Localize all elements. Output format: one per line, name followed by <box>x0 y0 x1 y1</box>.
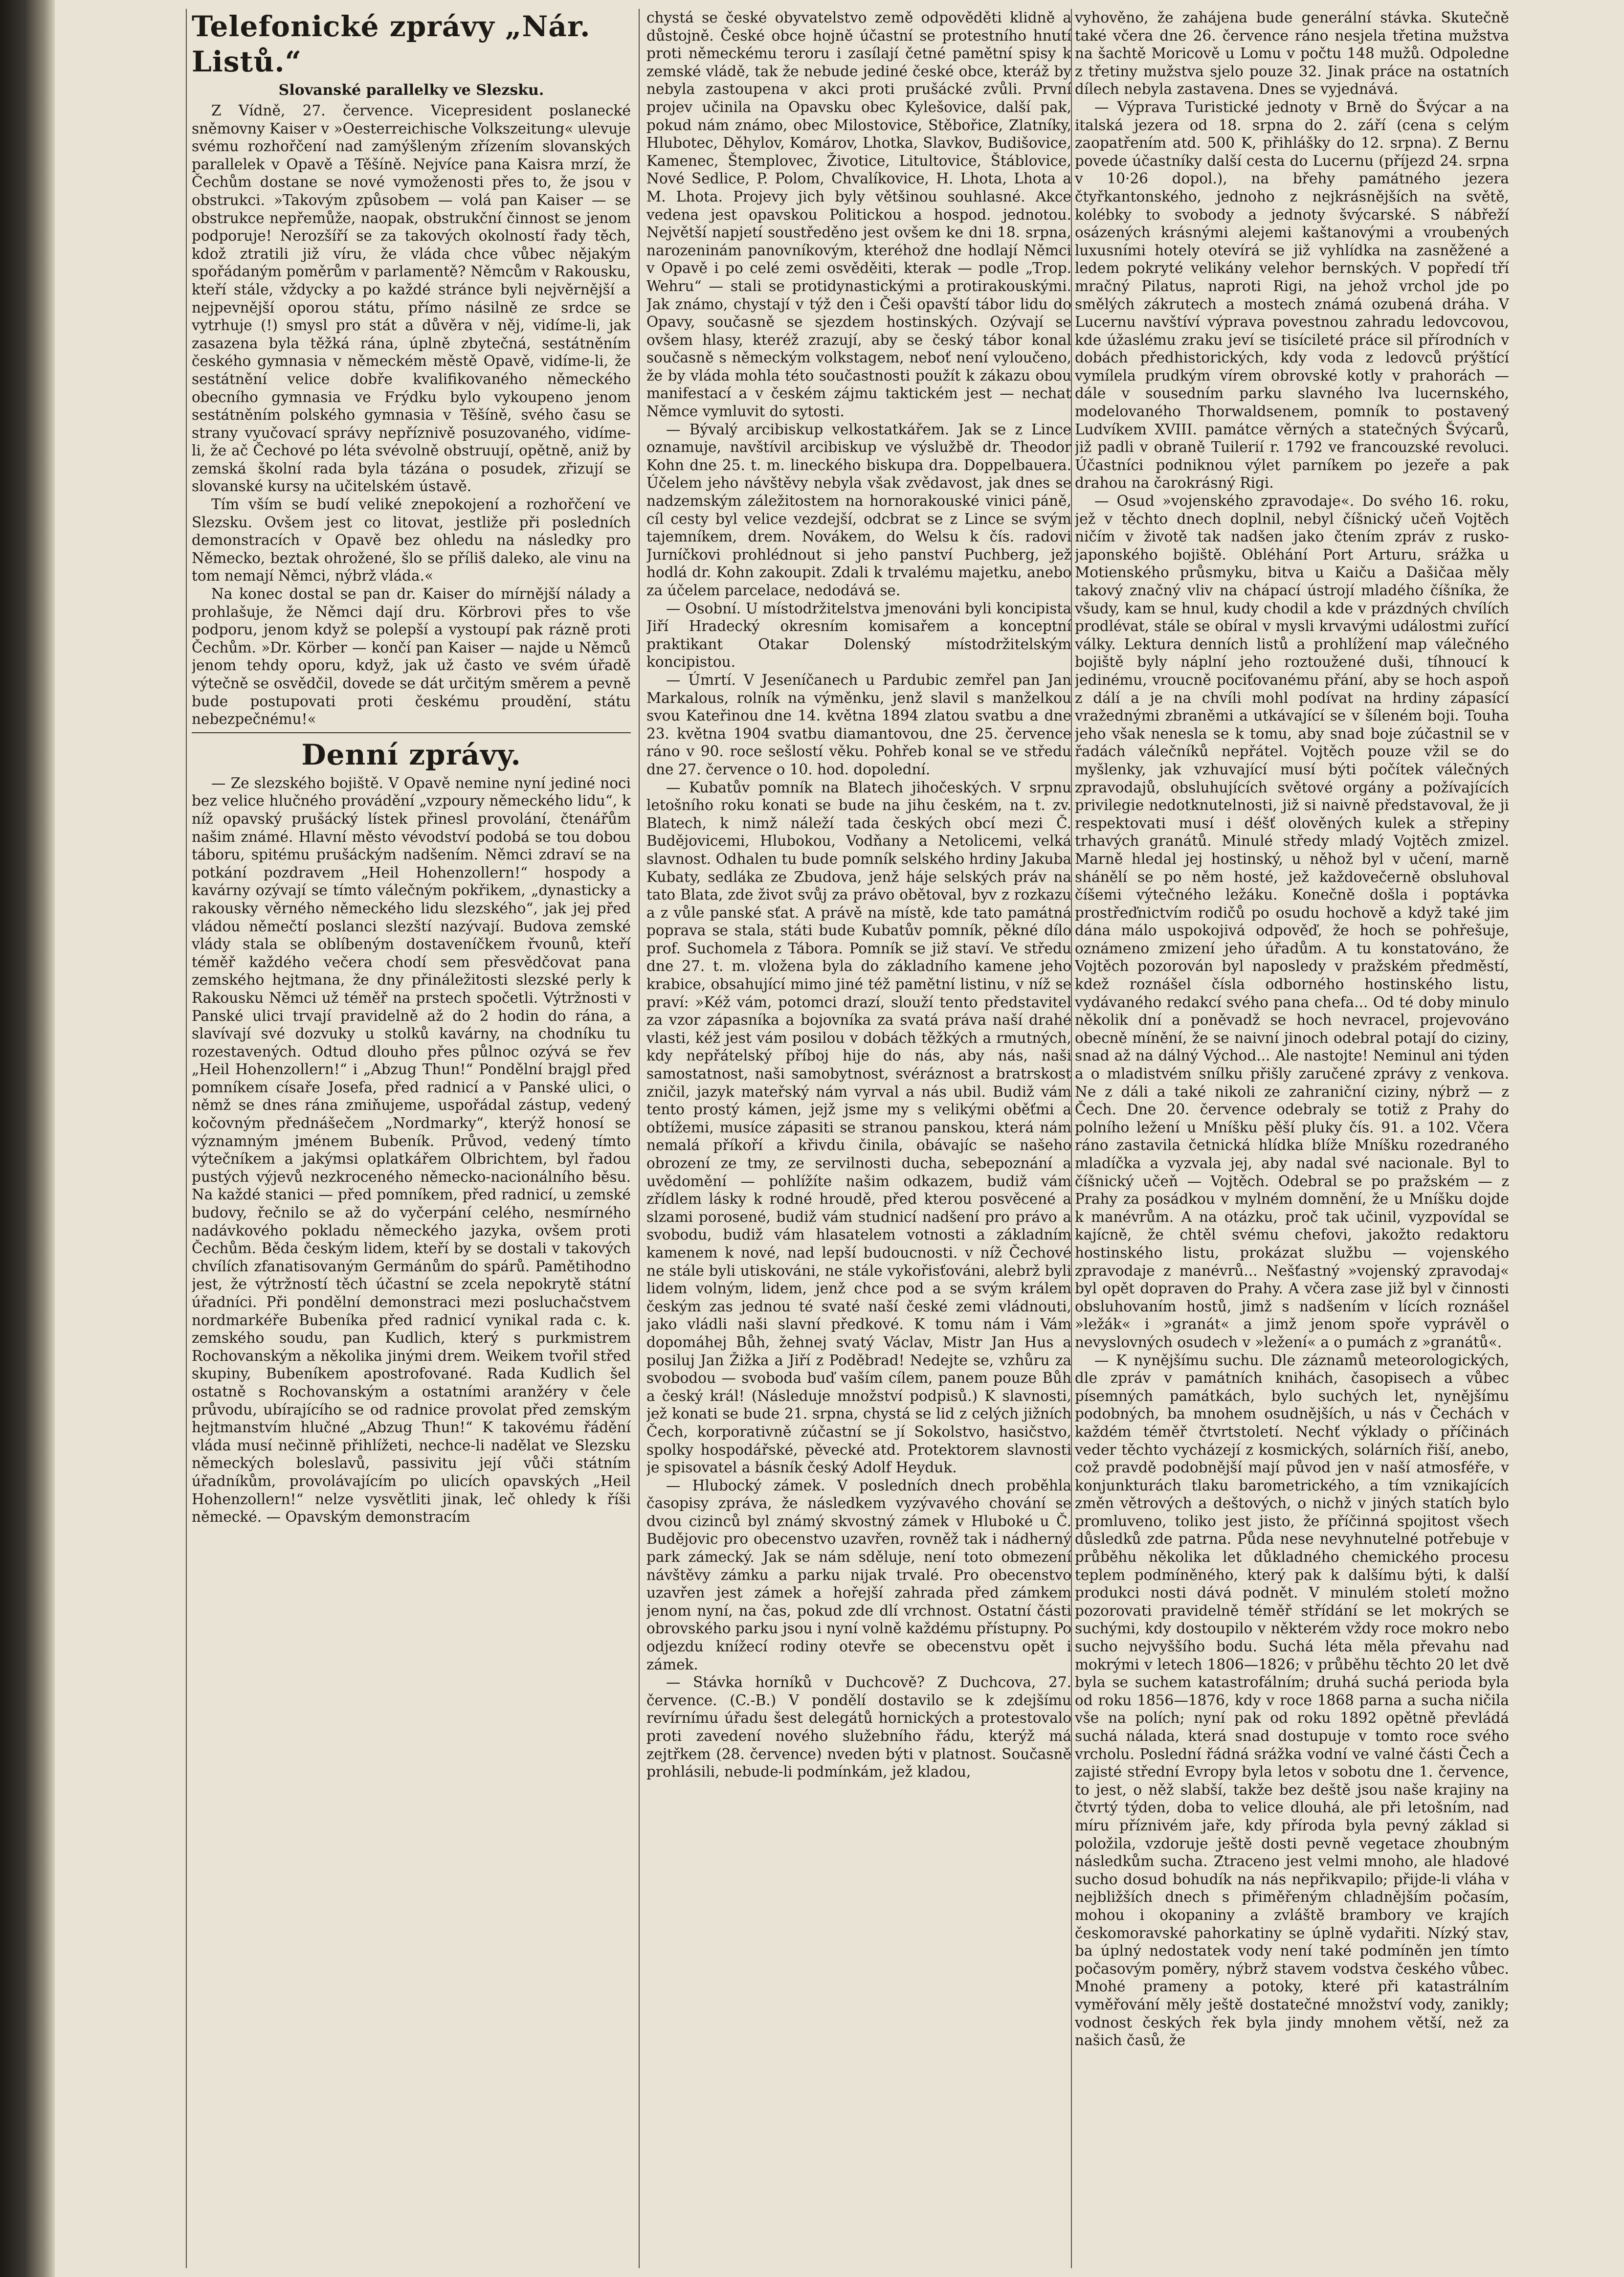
news-item-archbishop: — Bývalý arcibiskup velkostatkářem. Jak se z Lince oznamuje, navštívil arcibiskup ve výslužbě dr. Theodor Kohn dne 25. t. m. lineckého biskupa dra. Doppelbauera. Účelem jeho návštěvy nebyla však zvědavost, jak dnes se nadzemským záležitostem na hornorakouské vinici páně, cíl cesty byl velice vezdejší, odcbrat se z Lince se svým tajemníkem, drem. Novákem, do Welsu k čís. radovi Jurníčkovi prohlédnout si jeho panství Puchberg, jež hodlá dr. Kohn zakoupit. Zdali k trvalému majetku, anebo za účelem parcelace, nedodává se. <box>646 421 1071 599</box>
article-paragraph: vyhověno, že zahájena bude generální stávka. Skutečně také včera dne 26. července ráno nesjela třetina mužstva na šachtě Moricově u Lomu v počtu 148 mužů. Odpoledne z třetiny mužstva sjelo pouze 32. Jinak práce na ostatních dílech nebyla zastavena. Dnes se vyjednává. <box>1075 9 1509 98</box>
column-3 <box>1075 9 1509 2268</box>
news-item-hluboka-castle: — Hlubocký zámek. V posledních dnech proběhla časopisy zpráva, že následkem vyzývavého chování se dvou cizinců byl známý skvostný zámek v Hluboké u Č. Budějovic pro obecenstvo uzavřen, rovněž tak i nádherný park zámecký. Jak se nám sděluje, není toto obmezení návštěvy zámku a parku nijak trvalé. Pro obecenstvo uzavřen jest zámek a hořejší zahrada před zámkem jenom nyní, na čas, pokud zde dlí vrchnost. Ostatní části obrovského parku jsou i nyní volně každému přístupny. Po odjezdu knížecí rodiny otevře se obecenstvu opět i zámek. <box>646 1477 1071 1673</box>
page-binding-edge <box>0 0 55 2277</box>
column-2 <box>646 9 1071 2268</box>
news-item-excursion: — Výprava Turistické jednoty v Brně do Švýcar a na italská jezera od 18. srpna do 2. září (cena s celým zaopatřením atd. 500 K, přihlášky do 12. srpna). Z Bernu povede účastníky další cesta do Lucernu (příjezd 24. srpna v 10·26 dopol.), na břehy památného jezera čtyřkantonského, jednoho z nejkrásnějších na světě, kolébky to svobody a jednoty švýcarské. S nábřeží osázených krásnými alejemi kaštanovými a vroubených luxusními hotely otevírá se již vyhlídka na zasněžené a ledem pokryté velikány velehor bernských. V popředí tří mračný Pilatus, naproti Rigi, na jehož vrchol jde po smělých zákrutech a mostech známá ozubená dráha. V Lucernu navštíví výprava povestnou zahradu ledovcovou, kde úžaslému zraku jeví se tisícileté práce sil přírodních v dobách předhistorických, kdy voda z ledovců prýštící vymílela prudkým vírem obrovské kotly v prahorách — dále v sousedním parku slavného lva lucernského, modelovaného Thorwaldsenem, pomník to postavený Ludvíkem XVIII. památce věrných a statečných Švýcarů, již padli v obraně Tuilerií r. 1792 ve francouzské revoluci. Účastníci podniknou výlet parníkem po jezeře a pak drahou na čarokrásný Rigi. <box>1075 98 1509 492</box>
article-paragraph: Tím vším se budí veliké znepokojení a rozhořčení ve Slezsku. Ovšem jest co litovat, jestliže při posledních demonstracích v Opavě bez ohledu na následky pro Německo, beztak ohrožené, šlo se příliš daleko, ale vinu na tom nemají Němci, nýbrž vláda.« <box>192 496 631 585</box>
article-paragraph: Na konec dostal se pan dr. Kaiser do mírnější nálady a prohlašuje, že Němci dají dru. Körbrovi přes to vše podporu, jenom když se polepší a vystoupí pak rázně proti Čechům. »Dr. Körber — končí pan Kaiser — najde u Němců jenom tehdy oporu, když, jak už často ve svém úřadě výtečně se osvědčil, dovede se dát určitým směrem a pevně bude postupovati proti českému proudění, státu nebezpečnému!« <box>192 586 631 728</box>
column-rule <box>186 9 187 2268</box>
news-item-kubata-monument: — Kubatův pomník na Blatech jihočeských. V srpnu letošního roku konati se bude na jihu českém, na t. zv. Blatech, k nimž náleží tada českých obcí mezi Č. Budějovicemi, Hlubokou, Vodňany a Netolicemi, velká slavnost. Odhalen tu bude pomník selského hrdiny Jakuba Kubaty, sedláka ze Zbudova, jenž háje selských práv na tato Blata, zde život svůj za právo obětoval, byv z rozkazu a z vůle panské sťat. A právě na místě, kde tato památná poprava se stala, státi bude Kubatův pomník, pěkné dílo prof. Suchomela z Tábora. Pomník se již staví. Ve středu dne 27. t. m. vložena byla do základního kamene jeho krabice, obsahující mimo jiné též pamětní listinu, v níž se praví: »Kéž vám, potomci drazí, slouží tento představitel za vzor zápasníka a bojovníka za svatá práva naší drahé vlasti, kéž jest vám posilou v dobách těžkých a rmutných, kdy nepřátelský příboj hije do nás, aby nás, naši samostatnost, naši samobytnost, svéráznost a bratrskost zničil, jazyk mateřský nám vyrval a nás ubil. Budiž vám tento prostý kámen, jejž jsme my s velikými oběťmi a obtížemi, musíce zápasiti se stranou panskou, která nám nemalá příkoří a křivdu činila, obávajíc se našeho obrození ze tmy, ze servilnosti ducha, sebepoznání a uvědomění — pohlížíte našim odkazem, budiž vám zřídlem lásky k rodné hroudě, před kterou posvěcené a slzami porosené, budiž vám studnicí nadšení pro právo a svobodu, budiž vám hlasatelem votnosti a základním kamenem k nové, nad lepší budoucnosti. v níž Čechové ne stále byli utiskováni, ne stále vykořisťováni, alebrž byli lidem volným, lidem, jenž chce pod a se svým králem českým zas jednou té svaté naší české zemi vládnouti, jako vládli naši slavní předkové. K tomu nám i Vám dopomáhej Bůh, žehnej svatý Václav, Mistr Jan Hus a posiluj Jan Žižka a Jiří z Poděbrad! Nedejte se, vzhůru za svobodou — svoboda buď vaším cílem, panem pouze Bůh a český král! (Následuje množství podpisů.) K slavnosti, jež konati se bude 21. srpna, chystá se lid z celých jižních Čech, korporativně zúčastní se jí Sokolstvo, hasičstvo, spolky hospodářské, pěvecké atd. Protektorem slavnosti je spisovatel a básník český Adolf Heyduk. <box>646 779 1071 1476</box>
article-subhead: Slovanské parallelky ve Slezsku. <box>278 82 544 99</box>
column-rule <box>639 9 640 2268</box>
article-paragraph: — Ze slezského bojiště. V Opavě nemine nyní jediné noci bez velice hlučného provádění „vzpoury německého lidu“, k níž opavský prušácký lístek přinesl provolání, čtenářům našim známé. Hlavní město vévodství podobá se tou dobou táboru, spitému prušáckým nadšením. Němci zdraví se na potkání pozdravem „Heil Hohenzollern!“ hospody a kavárny ozývají se tímto válečným pokřikem, „dynasticky a rakousky věrného německého lidu slezského“, jak jej před vládou němečtí poslanci slezští nazývají. Budova zemské vlády stala se oblíbeným dostaveníčkem řvounů, kteří téměř každého večera chodí sem přesvědčovat pana zemského hejtmana, že dny přináležitosti slezské perly k Rakousku Němci už téměř na prstech spočetli. Výtržnosti v Panské ulici trvají pravidelně až do 2 hodin do rána, a slavívají své dozvuky u stolků kavárny, na chodníku tu rozestavených. Odtud dlouho přes půlnoc ozývá se řev „Heil Hohenzollern!“ i „Abzug Thun!“ Pondělní brajgl před pomníkem císaře Josefa, před radnicí a v Panské ulici, o němž se dnes rána zmiňujeme, uspořádal zástup, vedený kočovným přednášečem „Nordmarky“, kterýž honosí se významným jménem Bubeník. Průvod, vedený tímto výtečníkem a jakýmsi oplatkářem Olbrichtem, byl řadou pustých výjevů nezkroceného německo-nacionálního běsu. Na každé stanici — před pomníkem, před radnicí, u zemské budovy, řečnilo se až do vyčerpání celého, nesmírného nadávkového pokladu německého jazyka, ovšem proti Čechům. Běda českým lidem, kteří by se dostali v takových chvílích zfanatisovaným Germánům do spárů. Pamětihodno jest, že výtržností těch účastní se zcela nepokrytě státní úřadníci. Při pondělní demonstraci mezi posluchačstvem nordmarkéře Bubeníka před radnicí vynikal rada c. k. zemského soudu, pan Kudlich, který s purkmistrem Rochovanským a několika jinými drem. Weikem tvořil střed skupiny, Bubeníkem apostrofované. Rada Kudlich šel ostatně s Rochovanským a ostatními aranžéry v čele průvodu, ubírajícího se od radnice provolat před zemským hejtmanstvím hlučné „Abzug Thun!“ K takovému řádění vláda musí nečinně přihlížeti, nechce-li nadělat ve Slezsku německých boleslavů, passivitu její vůči státním úřadníkům, provolávajícím po ulicích opavských „Heil Hohenzollern!“ nelze vysvětliti jinak, leč ohledy k říši německé. — Opavským demonstracím <box>192 774 631 1526</box>
news-item-obituary: — Úmrtí. V Jeseníčanech u Pardubic zemřel pan Jan Markalous, rolník na výměnku, jenž slavil s manželkou svou Kateřinou dne 14. května 1894 zlatou svatbu a dne 23. května 1904 svatbu diamantovou, dne 25. července ráno v 90. roce sešlostí věku. Pohřeb konal se ve středu dne 27. července o 10. hod. dopolední. <box>646 671 1071 778</box>
column-1 <box>192 9 631 2268</box>
section-divider <box>192 732 631 733</box>
article-paragraph: Z Vídně, 27. července. Vicepresident poslanecké sněmovny Kaiser v »Oesterreichische Volkszeitung« ulevuje svému rozhořčení nad zamýšleným zřízením slovanských parallelek v Opavě a Těšíně. Nejvíce pana Kaisra mrzí, že Čechům dostane se nové vymoženosti přes to, že jsou v obstrukci. »Takovým způsobem — volá pan Kaiser — se obstrukce nepřemůže, naopak, obstrukční činnost se jenom podporuje! Nerozšíří se za takových okolností řady těch, kdož ztratili již víru, že vláda chce vůbec nějakým spořádaným poměrům v parlamentě? Němcům v Rakousku, kteří stále, vždycky a po každé stránce byli nejvěrnější a nejpevnější oporou státu, přímo násilně ze srdce se vytrhuje (!) smysl pro stát a důvěra v něj, vidíme-li, jak zasazena byla těžká rána, úplně zbytečná, sestátněním českého gymnasia v německém městě Opavě, vidíme-li, že sestátnění velice dobře kvalifikovaného německého obecního gymnasia ve Frýdku bylo vykoupeno jenom sestátněním polského gymnasia v Těšíně, svého času se strany vyučovací správy nepříznivě posuzovaného, vidíme-li, že ač Čechové po léta svévolně obstruují, opětně, aniž by zemská školní rada byla tázána o posudek, zřizují se slovanské kursy na učitelském ústavě. <box>192 102 631 495</box>
section-title-daily-news: Denní zprávy. <box>301 738 521 771</box>
news-item-miners-strike: — Stávka horníků v Duchcově? Z Duchcova, 27. července. (C.-B.) V pondělí dostavilo se k zdejšímu revírnímu úřadu šest delegátů hornických a protestovalo proti zavedení nového služebního řádu, kterýž má zejtřkem (28. července) nveden býti v platnost. Současně prohlásili, nebude-li podmínkám, jež kladou, <box>646 1674 1071 1781</box>
headline-telephone-reports: Telefonické zprávy „Nár. Listů.“ <box>192 10 591 78</box>
news-item-war-correspondent: — Osud »vojenského zpravodaje«. Do svého 16. roku, jež v těchto dnech doplnil, nebyl číšnický učeň Vojtěch ničím v životě tak nadšen jako čtením zpráv z rusko-japonského bojiště. Obléhání Port Arturu, srážka u Motienského průsmyku, bitva u Kaiču a Dašičaa měly takový značný vliv na chápací ústrojí mladého číšníka, že všudy, kam se hnul, kudy chodil a kde v prázdných chvílích prodlévat, stále se obíral v mysli krvavými událostmi zuřící války. Lektura denních listů a prohlížení map válečného bojiště byly náplní jeho roztoužené duši, tíhnoucí k jedinému, vroucně pociťovanému přání, aby se hoch aspoň z dálí a je na chvíli mohl podívat na hrdiny zápasící vražednými zbraněmi a utkávající se v šíleném boji. Touha jeho však nenesla se k tomu, aby snad boje zúčastnil se v řadách válečníků nepřátel. Vojtěch pouze vžil se do myšlenky, jak vzhuvající musí býti počítek válečných zpravodajů, obsluhujících světové orgány a požívajících privilegie nedotknutelnosti, již si naivně představoval, že ji respektovati musí i déšť olověných kulek a střepiny trhavých granátů. Minulé středy mladý Vojtěch zmizel. Marně hledal jej hostinský, u něhož byl v učení, marně shánělí se po něm hosté, jež každovečerně obsluhoval číšemi výtečného ležáku. Konečně došla i poptávka prostřeďnictvím rodičů po osudu hochově a když také jim dána málo uspokojivá odpověď, že hoch se pohřešuje, oznámeno zmizení jeho úřadům. A tu konstatováno, že Vojtěch pozorován byl naposledy v pražském předměstí, kdež roznášel čísla odborného hostinského listu, vydávaného redakcí svého pana chefa... Od té doby minulo několik dní a poněvadž se hoch nevracel, projevováno obecně mínění, že se naivní jinoch odebral potají do ciziny, snad až na dálný Východ... Ale nastojte! Neminul ani týden a o mladistvém snílku přišly zaručené zprávy z venkova. Ne z dáli a také nikoli ze zahraniční ciziny, nýbrž — z Čech. Dne 20. července odebraly se totiž z Prahy do polního ležení u Mníšku pěší pluky čís. 91. a 102. Včera ráno zastavila četnická hlídka blíže Mníšku rozedraného mladíčka a vyzvala jej, aby nadal své nacionale. Byl to číšnický učeň — Vojtěch. Odebral se po pražském — z Prahy za posádkou v mylném domnění, že u Mníšku dojde k manévrům. A na otázku, proč tak učinil, vyzpovídal se kajícně, že chtěl svému chefovi, jakožto redaktoru hostinského listu, prokázat službu — vojenského zpravodaje z manévrů... Nešťastný »vojenský zpravodaj« byl opět dopraven do Prahy. A včera zase již byl v činnosti obsluhovaním hostů, jimž s nadšením v lících roznášel »ležák« i »granát« a jimž jenom spoře vyprávěl o nevyslovných osudech v »ležení« a o pumách z »granátů«. <box>1075 493 1509 1351</box>
news-item-personal: — Osobní. U místodržitelstva jmenováni byli koncipista Jiří Hradecký okresním komisařem a konceptní praktikant Otakar Dolenský místodržitelským koncipistou. <box>646 600 1071 671</box>
news-item-drought: — K nynějšímu suchu. Dle záznamů meteorologických, dle zpráv v památních knihách, časopisech a vůbec písemných památkách, bylo suchých let, nynějšímu podobných, ba mnohem osudnějších, u nás v Čechách v každém téměř čtvrtstoletí. Nechť výklady o příčinách veder těchto vycházejí z kosmických, solárních řiší, anebo, což pravdě podobnější mají původ jen v naší atmosféře, v konjunkturách tlaku barometrického, a tím vznikajících změn větrových a deštových, o nichž v jiných statích bylo promluveno, toliko jest jisto, že příčinná spojitost všech důsledků zde patrna. Půda nese nevyhnutelné potřebuje v průběhu několika let důkladného chemického procesu teplem podmíněného, který pak k dalšímu býti, k další produkci nosti dává podnět. V minulém století možno pozorovati pravidelně téměř střídání se let mokrých se suchými, kdy dostoupilo v některém vždy roce mokro nebo sucho nejvyššího bodu. Suchá léta měla převahu nad mokrými v letech 1806—1826; v průběhu těchto 20 let dvě byla se suchem katastrofálním; druhá suchá perioda byla od roku 1856—1876, kdy v roce 1868 parna a sucha ničila vše na polích; nyní pak od roku 1892 opětně převládá suchá nálada, která snad dostupuje v tomto roce svého vrcholu. Poslední řádná srážka vodní ve valné části Čech a zajisté střední Evropy byla letos v sobotu dne 1. července, to jest, o něž slabší, takže bez deště jsou naše krajiny na čtvrtý týden, doba to velice dlouhá, ale při letošním, nad míru příznivém jaře, kdy příroda byla pevný základ si položila, vzdoruje ještě dosti pevně vegetace zhoubným následkům sucha. Ztraceno jest velmi mnoho, ale hladové sucho dosud bohudík na nás nepřikvapilo; přijde-li vláha v nejbližších dnech s přiměřeným chladnějším počasím, mohou i okopaniny a zvláště brambory ve krajích českomoravské pahorkatiny se úplně vydařiti. Nízký stav, ba úplný nedostatek vody není také podmíněn jen tímto počasovým poměry, nýbrž stavem vodstva českého vůbec. Mnohé prameny a potoky, které při katastrálním vyměřování měly ještě dostatečné množství vody, zanikly; vodnost českých řek byla jindy mnohem větší, než za našich časů, že <box>1075 1352 1509 2049</box>
article-paragraph: chystá se české obyvatelstvo země odpověděti klidně a důstojně. České obce hojně účastní se protestního hnutí proti německému teroru i zasílají četné pamětní spisy k zemské vládě, tak že nebude jediné české obce, kteráž by nebyla zastoupena v akci proti prušácké zvůli. První projev učinila na Opavsku obec Kylešovice, další pak, pokud nám známo, obec Milostovice, Stěbořice, Zlatníky, Hlubotec, Děhylov, Komárov, Lhotka, Slavkov, Budišovice, Kamenec, Štemplovec, Životice, Litultovice, Štáblovice, Nové Sedlice, P. Polom, Chvalíkovice, H. Lhota, Lhota a M. Lhota. Projevy jich byly většinou souhlasné. Akce vedena jest opavskou Politickou a hospod. jednotou. Největší napjetí soustředěno jest ovšem ke dni 18. srpna, narozeninám panovníkovým, kteréhož dne hodlají Němci v Opavě i po celé zemi osvěděiti, kterak — podle „Trop. Wehru“ — stali se protidynastickými a protirakouskými. Jak známo, chystají v týž den i Češi opavští tábor lidu do Opavy, současně se sjezdem hostinských. Ozývají se ovšem hlasy, kteréž zrazují, aby se český tábor konal současně s německým volkstagem, neboť není vyloučeno, že by vláda mohla této součastnosti použít k zákazu obou manifestací a v českém zájmu taktickém jest — nechat Němce vymluvit do sytosti. <box>646 9 1071 420</box>
